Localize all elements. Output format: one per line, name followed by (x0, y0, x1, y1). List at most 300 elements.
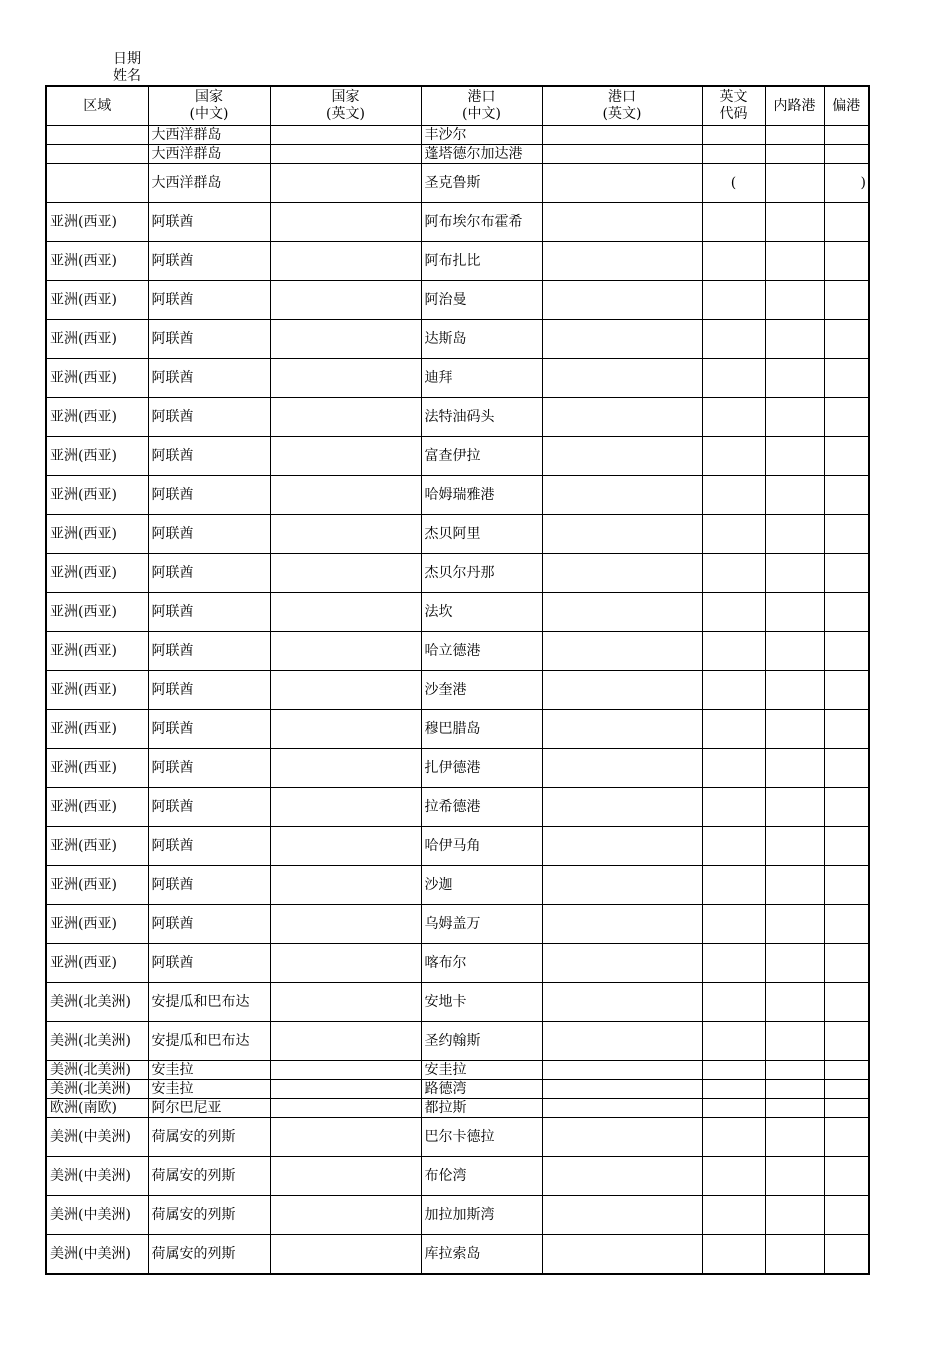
port-cn-cell: 哈姆瑞雅港 (421, 476, 542, 515)
port-cn-cell: 布伦湾 (421, 1157, 542, 1196)
region-cell: 亚洲(西亚) (46, 749, 148, 788)
port-cn-cell: 喀布尔 (421, 944, 542, 983)
inner-route-cell (765, 320, 824, 359)
inner-route-cell (765, 866, 824, 905)
offset-cell (824, 437, 869, 476)
table-row (46, 515, 869, 554)
port-en-cell (542, 1118, 702, 1157)
country-en-cell (270, 1157, 421, 1196)
offset-cell (824, 320, 869, 359)
country-en-cell (270, 145, 421, 164)
code-cell (702, 145, 765, 164)
port-cn-cell: 迪拜 (421, 359, 542, 398)
country-cn-cell: 阿联酋 (148, 203, 270, 242)
country-en-cell (270, 710, 421, 749)
inner-route-cell (765, 1235, 824, 1275)
country-en-cell (270, 554, 421, 593)
port-en-cell (542, 554, 702, 593)
table-body (46, 126, 869, 1275)
port-en-cell (542, 515, 702, 554)
country-en-cell (270, 593, 421, 632)
offset-cell (824, 710, 869, 749)
offset-cell (824, 126, 869, 145)
region-cell: 亚洲(西亚) (46, 281, 148, 320)
port-en-cell (542, 671, 702, 710)
header-country-cn: 国家 (中文) (148, 86, 270, 126)
country-cn-cell: 阿联酋 (148, 905, 270, 944)
code-cell (702, 1061, 765, 1080)
port-cn-cell: 圣约翰斯 (421, 1022, 542, 1061)
header-code: 英文 代码 (702, 86, 765, 126)
code-cell (702, 515, 765, 554)
table-row (46, 983, 869, 1022)
inner-route-cell (765, 827, 824, 866)
code-cell (702, 242, 765, 281)
country-cn-cell: 大西洋群岛 (148, 145, 270, 164)
inner-route-cell (765, 632, 824, 671)
region-cell: 亚洲(西亚) (46, 632, 148, 671)
offset-cell (824, 1061, 869, 1080)
country-cn-cell: 安提瓜和巴布达 (148, 1022, 270, 1061)
offset-cell (824, 827, 869, 866)
inner-route-cell (765, 437, 824, 476)
offset-cell (824, 593, 869, 632)
region-cell (46, 126, 148, 145)
country-en-cell (270, 126, 421, 145)
offset-cell (824, 1157, 869, 1196)
table-row (46, 632, 869, 671)
country-en-cell (270, 281, 421, 320)
country-cn-cell: 阿联酋 (148, 281, 270, 320)
port-cn-cell: 法特油码头 (421, 398, 542, 437)
code-cell (702, 281, 765, 320)
port-cn-cell: 哈伊马角 (421, 827, 542, 866)
country-en-cell (270, 905, 421, 944)
code-cell (702, 359, 765, 398)
table-row (46, 1157, 869, 1196)
inner-route-cell (765, 983, 824, 1022)
country-cn-cell: 荷属安的列斯 (148, 1235, 270, 1275)
table-row (46, 359, 869, 398)
inner-route-cell (765, 359, 824, 398)
table-header-row (46, 86, 869, 126)
code-cell (702, 1022, 765, 1061)
offset-cell (824, 242, 869, 281)
country-cn-cell: 阿联酋 (148, 788, 270, 827)
port-en-cell (542, 827, 702, 866)
port-cn-cell: 阿治曼 (421, 281, 542, 320)
country-cn-cell: 荷属安的列斯 (148, 1118, 270, 1157)
table-row (46, 203, 869, 242)
port-en-cell (542, 164, 702, 203)
port-cn-cell: 安圭拉 (421, 1061, 542, 1080)
country-cn-cell: 安圭拉 (148, 1080, 270, 1099)
region-cell: 美洲(中美洲) (46, 1196, 148, 1235)
inner-route-cell (765, 126, 824, 145)
port-en-cell (542, 983, 702, 1022)
inner-route-cell (765, 1061, 824, 1080)
table-row (46, 866, 869, 905)
port-cn-cell: 路德湾 (421, 1080, 542, 1099)
region-cell: 亚洲(西亚) (46, 437, 148, 476)
region-cell: 欧洲(南欧) (46, 1099, 148, 1118)
offset-cell (824, 1099, 869, 1118)
code-cell (702, 1235, 765, 1275)
table-row (46, 671, 869, 710)
country-en-cell (270, 203, 421, 242)
region-cell: 美洲(北美洲) (46, 983, 148, 1022)
port-cn-cell: 阿布埃尔布霍希 (421, 203, 542, 242)
region-cell (46, 145, 148, 164)
region-cell: 亚洲(西亚) (46, 905, 148, 944)
code-cell (702, 437, 765, 476)
code-cell (702, 671, 765, 710)
inner-route-cell (765, 905, 824, 944)
offset-cell (824, 554, 869, 593)
port-en-cell (542, 710, 702, 749)
name-label: 姓名 (113, 68, 141, 84)
code-cell (702, 905, 765, 944)
code-cell (702, 749, 765, 788)
region-cell: 美洲(中美洲) (46, 1157, 148, 1196)
port-cn-cell: 丰沙尔 (421, 126, 542, 145)
inner-route-cell (765, 593, 824, 632)
port-en-cell (542, 242, 702, 281)
table-row (46, 126, 869, 145)
code-cell (702, 944, 765, 983)
inner-route-cell (765, 554, 824, 593)
port-en-cell (542, 593, 702, 632)
country-en-cell (270, 866, 421, 905)
port-table (45, 85, 870, 1275)
port-en-cell (542, 866, 702, 905)
port-cn-cell: 哈立德港 (421, 632, 542, 671)
region-cell: 亚洲(西亚) (46, 242, 148, 281)
table-row (46, 164, 869, 203)
inner-route-cell (765, 1118, 824, 1157)
inner-route-cell (765, 710, 824, 749)
country-en-cell (270, 1022, 421, 1061)
code-cell (702, 710, 765, 749)
country-en-cell (270, 1196, 421, 1235)
offset-cell (824, 905, 869, 944)
code-cell (702, 398, 765, 437)
table-row (46, 710, 869, 749)
country-en-cell (270, 827, 421, 866)
country-en-cell (270, 944, 421, 983)
region-cell: 亚洲(西亚) (46, 476, 148, 515)
country-cn-cell: 荷属安的列斯 (148, 1196, 270, 1235)
region-cell: 亚洲(西亚) (46, 203, 148, 242)
inner-route-cell (765, 1196, 824, 1235)
code-cell (702, 554, 765, 593)
offset-cell (824, 944, 869, 983)
port-en-cell (542, 437, 702, 476)
port-en-cell (542, 1061, 702, 1080)
port-cn-cell: 蓬塔德尔加达港 (421, 145, 542, 164)
offset-cell (824, 1118, 869, 1157)
port-en-cell (542, 281, 702, 320)
country-cn-cell: 阿联酋 (148, 437, 270, 476)
code-cell (702, 1099, 765, 1118)
offset-cell (824, 359, 869, 398)
table-row (46, 1196, 869, 1235)
inner-route-cell (765, 203, 824, 242)
inner-route-cell (765, 515, 824, 554)
inner-route-cell (765, 242, 824, 281)
code-cell (702, 866, 765, 905)
header-inner-route-port: 内路港 (765, 86, 824, 126)
country-cn-cell: 阿联酋 (148, 320, 270, 359)
country-cn-cell: 阿联酋 (148, 242, 270, 281)
country-en-cell (270, 749, 421, 788)
header-country-en: 国家 (英文) (270, 86, 421, 126)
table-row (46, 437, 869, 476)
offset-cell (824, 515, 869, 554)
country-cn-cell: 阿联酋 (148, 827, 270, 866)
port-cn-cell: 达斯岛 (421, 320, 542, 359)
offset-cell (824, 281, 869, 320)
port-en-cell (542, 905, 702, 944)
table-row (46, 788, 869, 827)
port-en-cell (542, 476, 702, 515)
code-cell (702, 788, 765, 827)
code-cell (702, 827, 765, 866)
country-en-cell (270, 1099, 421, 1118)
country-cn-cell: 大西洋群岛 (148, 126, 270, 145)
region-cell: 美洲(北美洲) (46, 1080, 148, 1099)
header-port-cn: 港口 (中文) (421, 86, 542, 126)
inner-route-cell (765, 164, 824, 203)
table-row (46, 593, 869, 632)
country-en-cell (270, 671, 421, 710)
inner-route-cell (765, 1099, 824, 1118)
table-row (46, 905, 869, 944)
port-en-cell (542, 203, 702, 242)
region-cell: 美洲(中美洲) (46, 1235, 148, 1275)
country-en-cell (270, 1080, 421, 1099)
code-cell (702, 983, 765, 1022)
country-en-cell (270, 632, 421, 671)
port-en-cell (542, 749, 702, 788)
code-cell: ( (702, 164, 765, 203)
table-row (46, 827, 869, 866)
table-row (46, 944, 869, 983)
country-en-cell (270, 983, 421, 1022)
port-cn-cell: 拉希德港 (421, 788, 542, 827)
inner-route-cell (765, 1080, 824, 1099)
region-cell: 亚洲(西亚) (46, 515, 148, 554)
offset-cell (824, 1022, 869, 1061)
code-cell (702, 593, 765, 632)
code-cell (702, 126, 765, 145)
country-cn-cell: 安提瓜和巴布达 (148, 983, 270, 1022)
region-cell: 美洲(中美洲) (46, 1118, 148, 1157)
code-cell (702, 1080, 765, 1099)
region-cell: 亚洲(西亚) (46, 710, 148, 749)
table-row (46, 1080, 869, 1099)
country-cn-cell: 大西洋群岛 (148, 164, 270, 203)
code-cell (702, 1196, 765, 1235)
port-cn-cell: 杰贝尔丹那 (421, 554, 542, 593)
table-row (46, 398, 869, 437)
port-cn-cell: 扎伊德港 (421, 749, 542, 788)
country-cn-cell: 阿联酋 (148, 359, 270, 398)
country-en-cell (270, 164, 421, 203)
region-cell: 亚洲(西亚) (46, 944, 148, 983)
port-en-cell (542, 126, 702, 145)
country-cn-cell: 阿联酋 (148, 632, 270, 671)
port-en-cell (542, 398, 702, 437)
table-row (46, 1061, 869, 1080)
table-row (46, 1118, 869, 1157)
region-cell: 亚洲(西亚) (46, 554, 148, 593)
offset-cell (824, 1235, 869, 1275)
country-cn-cell: 阿联酋 (148, 515, 270, 554)
port-cn-cell: 乌姆盖万 (421, 905, 542, 944)
port-en-cell (542, 1235, 702, 1275)
region-cell: 美洲(北美洲) (46, 1022, 148, 1061)
offset-cell (824, 1080, 869, 1099)
port-cn-cell: 杰贝阿里 (421, 515, 542, 554)
port-cn-cell: 沙迦 (421, 866, 542, 905)
table-row (46, 554, 869, 593)
country-cn-cell: 阿联酋 (148, 398, 270, 437)
port-cn-cell: 穆巴腊岛 (421, 710, 542, 749)
country-cn-cell: 荷属安的列斯 (148, 1157, 270, 1196)
country-en-cell (270, 1061, 421, 1080)
region-cell: 亚洲(西亚) (46, 398, 148, 437)
country-en-cell (270, 359, 421, 398)
code-cell (702, 1157, 765, 1196)
code-cell (702, 476, 765, 515)
country-cn-cell: 阿联酋 (148, 710, 270, 749)
region-cell (46, 164, 148, 203)
country-cn-cell: 阿联酋 (148, 554, 270, 593)
country-cn-cell: 阿尔巴尼亚 (148, 1099, 270, 1118)
region-cell: 亚洲(西亚) (46, 320, 148, 359)
port-en-cell (542, 1022, 702, 1061)
inner-route-cell (765, 944, 824, 983)
offset-cell (824, 145, 869, 164)
country-en-cell (270, 242, 421, 281)
country-cn-cell: 阿联酋 (148, 593, 270, 632)
inner-route-cell (765, 1022, 824, 1061)
port-en-cell (542, 944, 702, 983)
inner-route-cell (765, 281, 824, 320)
table-row (46, 281, 869, 320)
inner-route-cell (765, 671, 824, 710)
port-en-cell (542, 1157, 702, 1196)
port-en-cell (542, 1099, 702, 1118)
code-cell (702, 1118, 765, 1157)
port-cn-cell: 安地卡 (421, 983, 542, 1022)
offset-cell (824, 866, 869, 905)
port-en-cell (542, 1080, 702, 1099)
offset-cell (824, 788, 869, 827)
inner-route-cell (765, 1157, 824, 1196)
port-cn-cell: 法坎 (421, 593, 542, 632)
header-port-en: 港口 (英文) (542, 86, 702, 126)
country-en-cell (270, 1235, 421, 1275)
offset-cell (824, 203, 869, 242)
country-cn-cell: 阿联酋 (148, 944, 270, 983)
offset-cell (824, 983, 869, 1022)
code-cell (702, 632, 765, 671)
port-cn-cell: 阿布扎比 (421, 242, 542, 281)
inner-route-cell (765, 476, 824, 515)
code-cell (702, 320, 765, 359)
inner-route-cell (765, 398, 824, 437)
offset-cell (824, 476, 869, 515)
port-cn-cell: 沙奎港 (421, 671, 542, 710)
port-en-cell (542, 359, 702, 398)
port-cn-cell: 库拉索岛 (421, 1235, 542, 1275)
region-cell: 亚洲(西亚) (46, 866, 148, 905)
port-en-cell (542, 632, 702, 671)
country-cn-cell: 阿联酋 (148, 866, 270, 905)
country-cn-cell: 阿联酋 (148, 671, 270, 710)
country-en-cell (270, 788, 421, 827)
header-offset-port: 偏港 (824, 86, 869, 126)
region-cell: 亚洲(西亚) (46, 593, 148, 632)
table-row (46, 1099, 869, 1118)
table-row (46, 749, 869, 788)
port-cn-cell: 巴尔卡德拉 (421, 1118, 542, 1157)
code-cell (702, 203, 765, 242)
header-region: 区域 (46, 86, 148, 126)
country-en-cell (270, 1118, 421, 1157)
region-cell: 美洲(北美洲) (46, 1061, 148, 1080)
region-cell: 亚洲(西亚) (46, 788, 148, 827)
table-row (46, 242, 869, 281)
date-label: 日期 (113, 51, 141, 67)
table-row (46, 145, 869, 164)
table-row (46, 476, 869, 515)
country-cn-cell: 阿联酋 (148, 749, 270, 788)
country-cn-cell: 阿联酋 (148, 476, 270, 515)
port-en-cell (542, 320, 702, 359)
port-cn-cell: 都拉斯 (421, 1099, 542, 1118)
port-cn-cell: 加拉加斯湾 (421, 1196, 542, 1235)
region-cell: 亚洲(西亚) (46, 359, 148, 398)
inner-route-cell (765, 749, 824, 788)
port-cn-cell: 圣克鲁斯 (421, 164, 542, 203)
offset-cell (824, 671, 869, 710)
offset-cell: ) (824, 164, 869, 203)
port-cn-cell: 富查伊拉 (421, 437, 542, 476)
port-en-cell (542, 145, 702, 164)
country-en-cell (270, 476, 421, 515)
table-row (46, 1235, 869, 1275)
country-en-cell (270, 515, 421, 554)
country-en-cell (270, 320, 421, 359)
port-en-cell (542, 1196, 702, 1235)
table-row (46, 320, 869, 359)
table-row (46, 1022, 869, 1061)
region-cell: 亚洲(西亚) (46, 671, 148, 710)
country-en-cell (270, 437, 421, 476)
inner-route-cell (765, 788, 824, 827)
country-cn-cell: 安圭拉 (148, 1061, 270, 1080)
region-cell: 亚洲(西亚) (46, 827, 148, 866)
offset-cell (824, 632, 869, 671)
offset-cell (824, 398, 869, 437)
port-en-cell (542, 788, 702, 827)
inner-route-cell (765, 145, 824, 164)
country-en-cell (270, 398, 421, 437)
offset-cell (824, 1196, 869, 1235)
